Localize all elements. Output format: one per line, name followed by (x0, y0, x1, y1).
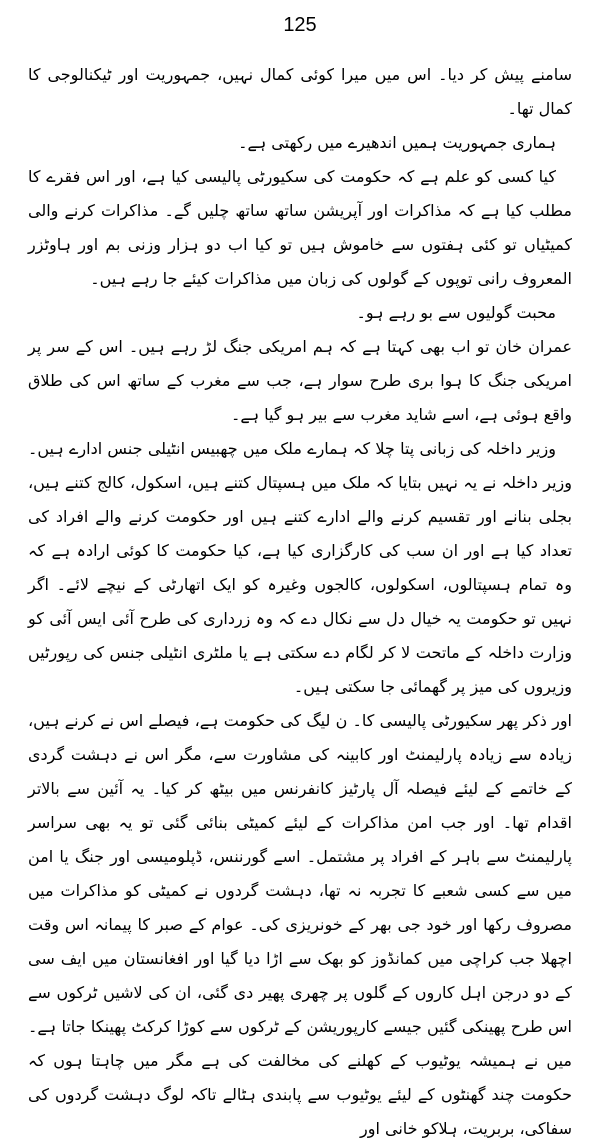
page-number: 125 (283, 14, 317, 36)
paragraph: سامنے پیش کر دیا۔ اس میں میرا کوئی کمال نہیں، جمہوریت اور ٹیکنالوجی کا کمال تھا۔ (28, 65, 572, 118)
paragraph: محبت گولیوں سے بو رہے ہو۔ (356, 303, 556, 322)
paragraph: ہماری جمہوریت ہمیں اندھیرے میں رکھتی ہے۔ (238, 133, 556, 152)
paragraph: کیا کسی کو علم ہے کہ حکومت کی سکیورٹی پالیسی کیا ہے، اور اس فقرے کا مطلب کیا ہے کہ مذاکرات اور آپریشن ساتھ ساتھ چلیں گے۔ مذاکرات کرنے والی کمیٹیاں تو کئی ہفتوں سے خاموش ہیں تو کیا اب دو ہزار وزنی بم اور ہاوٹزر المعروف رانی توپوں کے گولوں کی زبان میں مذاکرات کیئے جا رہے ہیں۔ (28, 167, 572, 288)
paragraph: وزیر داخلہ کی زبانی پتا چلا کہ ہمارے ملک میں چھبیس انٹیلی جنس ادارے ہیں۔ وزیر داخلہ نے یہ نہیں بتایا کہ ملک میں ہسپتال کتنے ہیں، اسکول، کالج کتنے ہیں، بجلی بنانے اور تقسیم کرنے والے ادارے کتنے ہیں اور حکومت کرنے والے افراد کی تعداد کیا ہے اور ان سب کی کارگزاری کیا ہے، کیا حکومت کا کوئی ارادہ ہے کہ وہ تمام ہسپتالوں، اسکولوں، کالجوں وغیرہ کو ایک اتھارٹی کے نیچے لائے۔ اگر نہیں تو حکومت یہ خیال دل سے نکال دے کہ وہ زرداری کی طرح آئی ایس آئی کو وزارت داخلہ کے ماتحت لا کر لگام دے سکتی ہے یا ملٹری انٹیلی جنس کی رپورٹیں وزیروں کی میز پر گھمائی جا سکتی ہیں۔ (28, 439, 572, 696)
paragraph: اور ذکر پھر سکیورٹی پالیسی کا۔ ن لیگ کی حکومت ہے، فیصلے اس نے کرنے ہیں، زیادہ سے زیادہ پارلیمنٹ اور کابینہ کی مشاورت سے، مگر اس نے دہشت گردی کے خاتمے کے لیئے فیصلہ آل پارٹیز کانفرنس میں بیٹھ کر کیا۔ یہ آئین سے بالاتر اقدام تھا۔ اور جب امن مذاکرات کے لیئے کمیٹی بنائی گئی تو یہ بھی سراسر پارلیمنٹ سے باہر کے افراد پر مشتمل۔ اسے گورننس، ڈپلومیسی اور جنگ یا امن میں سے کسی شعبے کا تجربہ نہ تھا، دہشت گردوں نے کمیٹی کو مذاکرات میں مصروف رکھا اور خود جی بھر کے خونریزی کی۔ عوام کے صبر کا پیمانہ اس وقت اچھلا جب کراچی میں کمانڈوز کو بھک سے اڑا دیا گیا اور افغانستان میں ایف سی کے دو درجن اہل کاروں کے گلوں پر چھری پھیر دی گئی، ان کی لاشیں ٹرکوں سے اس طرح پھینکی گئیں جیسے کارپوریشن کے ٹرکوں سے کوڑا کرکٹ پھینکا جاتا ہے۔ میں نے ہمیشہ یوٹیوب کے کھلنے کی مخالفت کی ہے مگر میں چاہتا ہوں کہ حکومت چند گھنٹوں کے لیئے یوٹیوب سے پابندی ہٹالے تاکہ لوگ دہشت گردوں کی سفاکی، بربریت، ہلاکو خانی اور (28, 711, 572, 1138)
paragraph: عمران خان تو اب بھی کہتا ہے کہ ہم امریکی جنگ لڑ رہے ہیں۔ اس کے سر پر امریکی جنگ کا ہوا بری طرح سوار ہے، جب سے مغرب کے ساتھ اس کی طلاق واقع ہوئی ہے، اسے شاید مغرب سے بیر ہو گیا ہے۔ (28, 337, 572, 424)
page-body (28, 58, 572, 1146)
